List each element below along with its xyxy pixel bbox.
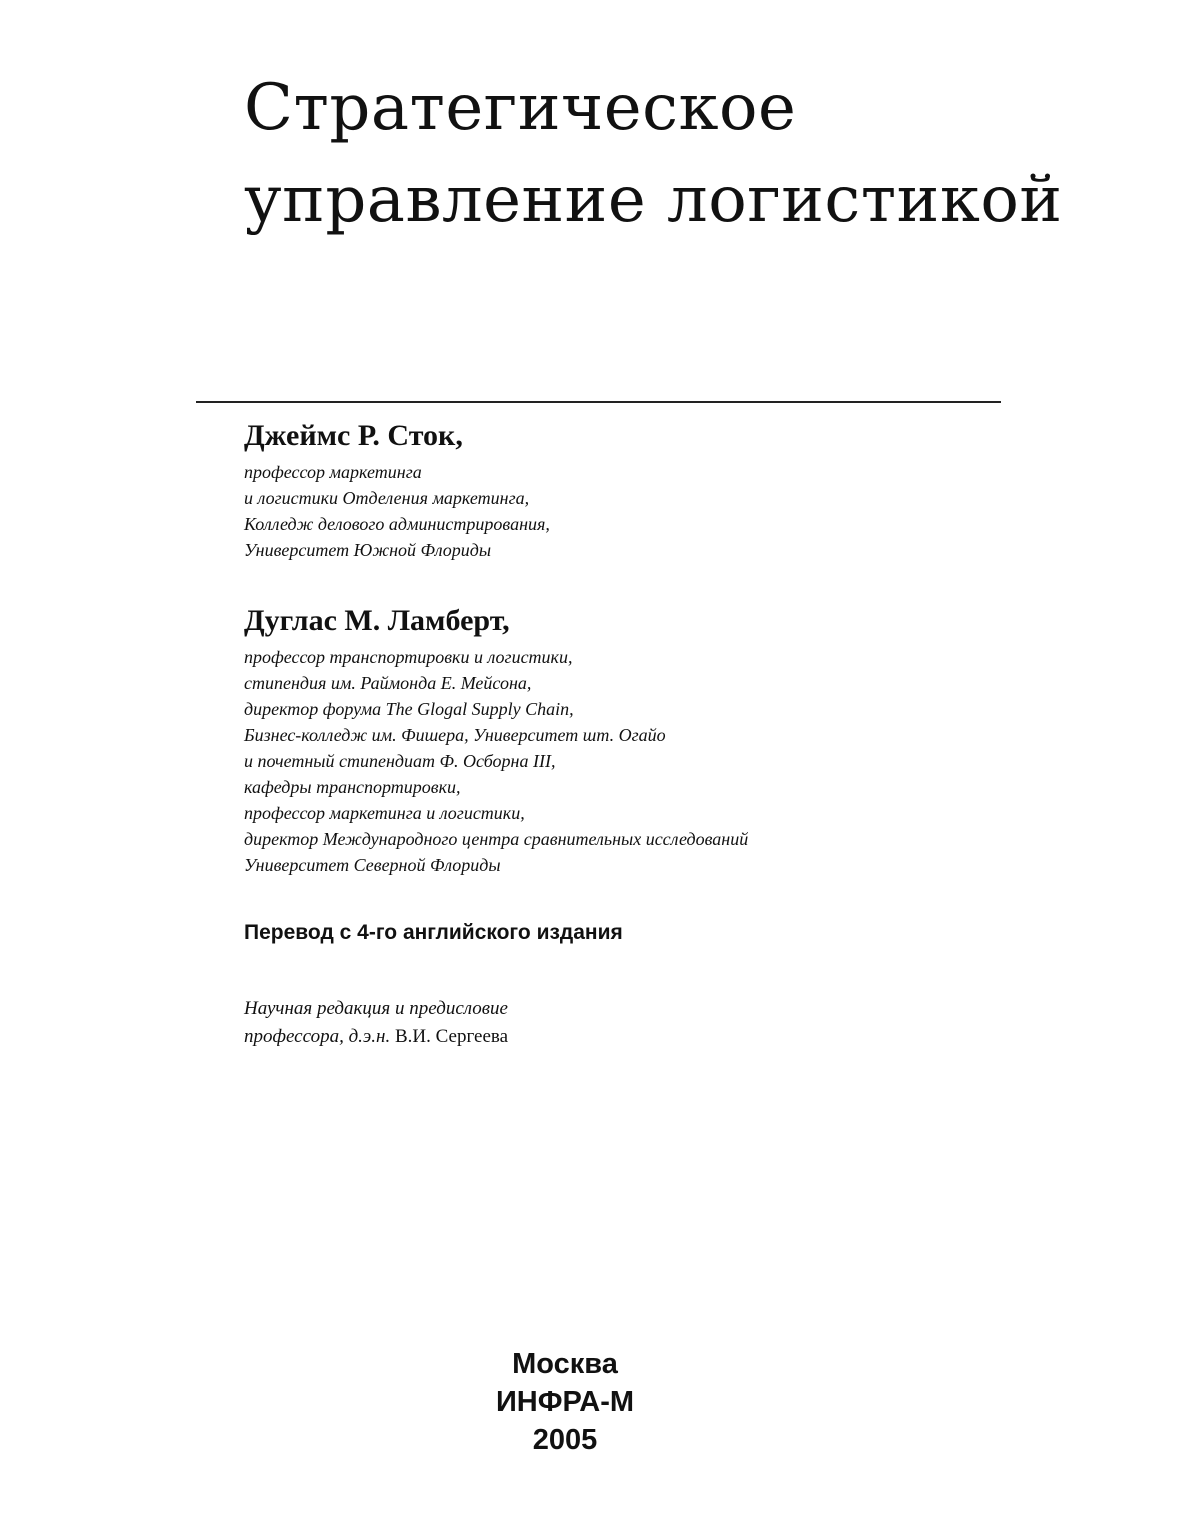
affiliation-line: кафедры транспортировки, <box>244 777 461 797</box>
book-title-line-2: управление логистикой <box>244 163 1063 237</box>
affiliation-line: и почетный стипендиат Ф. Осборна III, <box>244 751 556 771</box>
book-title-line-1: Стратегическое <box>244 71 797 145</box>
author-affiliation-2 <box>244 644 748 878</box>
scientific-editor <box>244 995 508 1051</box>
affiliation-line: и логистики Отделения маркетинга, <box>244 488 530 508</box>
affiliation-line: директор Международного центра сравнительных исследований <box>244 829 749 849</box>
affiliation-line: Колледж делового администрирования, <box>244 514 550 534</box>
horizontal-divider <box>196 401 1001 403</box>
affiliation-line: Университет Южной Флориды <box>244 540 492 560</box>
author-affiliation-1 <box>244 459 550 563</box>
imprint-year: 2005 <box>532 1424 598 1456</box>
author-name-2: Дуглас М. Ламберт, <box>244 604 510 637</box>
book-title <box>244 62 1063 246</box>
translation-note: Перевод с 4-го английского издания <box>244 921 623 944</box>
affiliation-line: профессор транспортировки и логистики, <box>244 647 573 667</box>
editor-line-1: Научная редакция и предисловие <box>244 998 508 1019</box>
editor-name: В.И. Сергеева <box>394 1026 509 1047</box>
publisher-imprint <box>400 1345 730 1459</box>
affiliation-line: стипендия им. Раймонда Е. Мейсона, <box>244 673 532 693</box>
editor-title: профессора, д.э.н. <box>244 1026 391 1047</box>
affiliation-line: Бизнес-колледж им. Фишера, Университет шт. Огайо <box>244 725 666 745</box>
affiliation-line: Университет Северной Флориды <box>244 855 501 875</box>
affiliation-line: директор форума The Glogal Supply Chain, <box>244 699 574 719</box>
author-name-1: Джеймс Р. Сток, <box>244 419 463 452</box>
affiliation-line: профессор маркетинга и логистики, <box>244 803 525 823</box>
editor-line-2 <box>244 1023 508 1051</box>
affiliation-line: профессор маркетинга <box>244 462 422 482</box>
imprint-city: Москва <box>512 1348 618 1380</box>
imprint-publisher: ИНФРА-М <box>495 1386 635 1418</box>
